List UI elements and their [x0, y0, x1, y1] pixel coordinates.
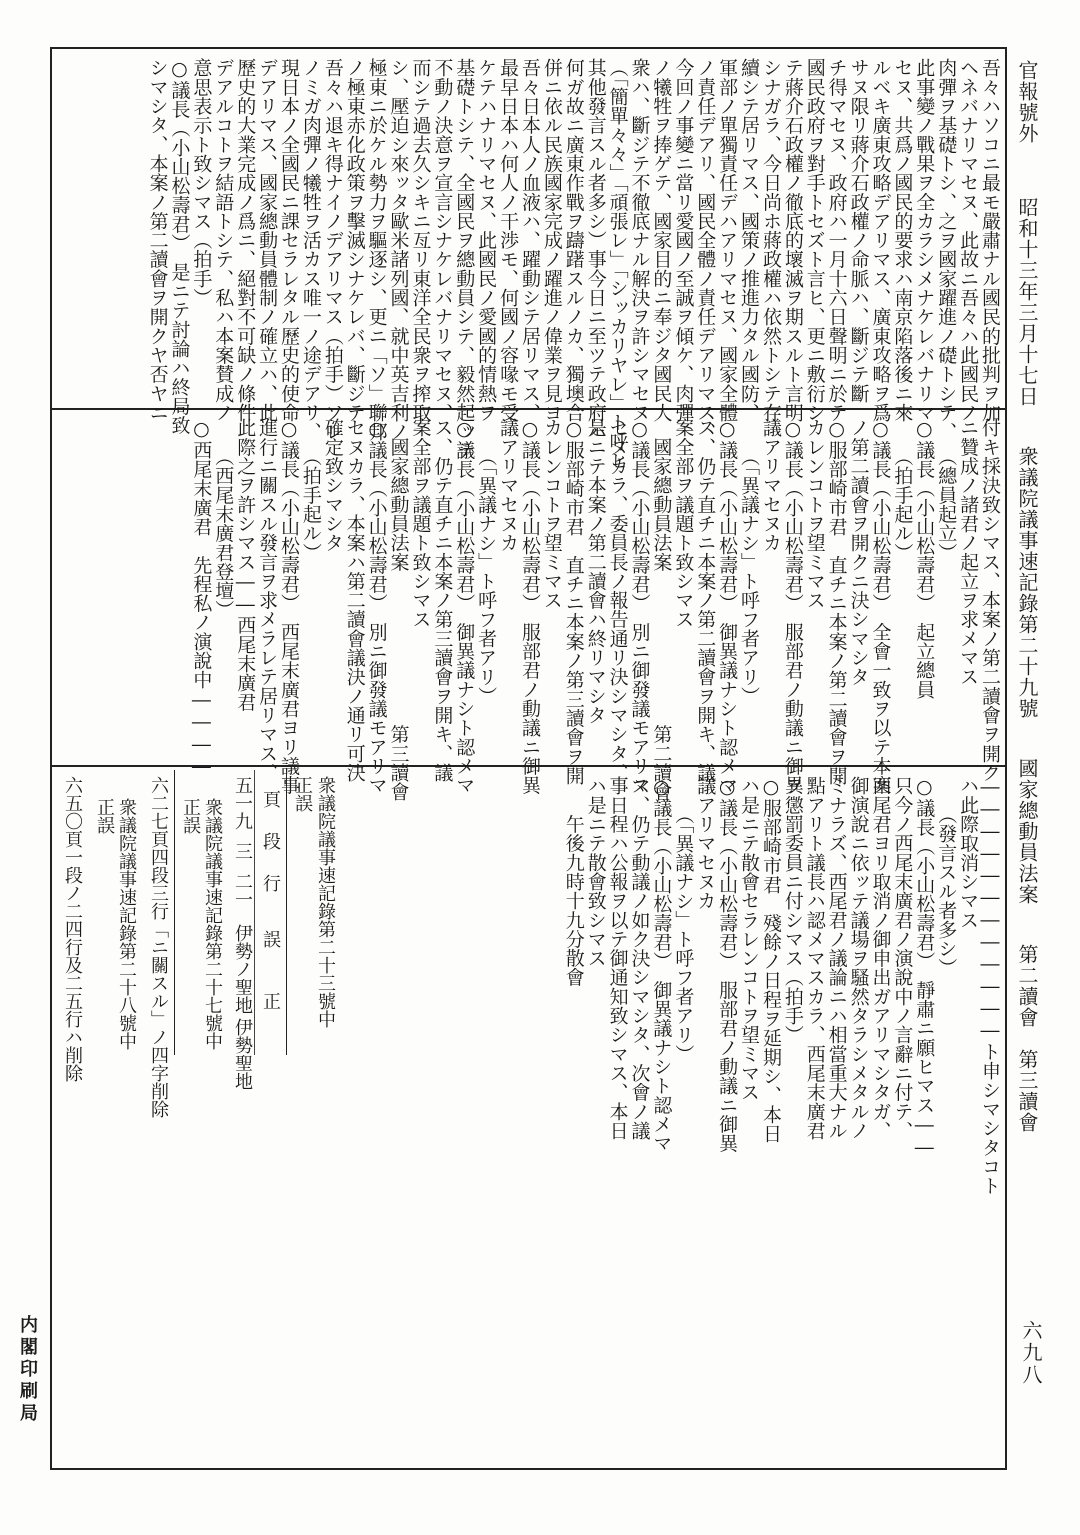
text-line: ハ是ニテ散會セラレンコトヲ望ミマス: [738, 776, 761, 1102]
errata-title-2: 衆議院議事速記錄第二十七號中: [202, 798, 223, 1050]
text-line: 基礎トシテ、全國民ヲ總動員シテ、毅然起ッテ: [453, 58, 476, 461]
text-line: ノ責任デアリ、國民全體ノ責任デアリマス、: [694, 58, 717, 441]
text-line: ○議長（小山松壽君） 起立總員: [913, 418, 936, 699]
text-line: 議アリマセヌカ: [694, 776, 717, 911]
text-line: カレンコトヲ望ミマス: [803, 418, 826, 610]
lower-right-section-text: [540, 776, 1000, 1456]
text-line: 議アリマセヌカ: [497, 418, 520, 553]
page-number: 六九八: [1019, 1320, 1043, 1386]
text-line: 軍部ノ單獨責任デハアリマセヌ、國家全體: [716, 58, 739, 422]
text-line: （總員起立）: [935, 418, 958, 562]
text-line: 付キ採決致シマス、本案ノ第二讀會ヲ開ク: [979, 418, 1001, 782]
text-line: ――――――――――――ト申シマシタコト: [979, 776, 1001, 1195]
text-line: ○議長（小山松壽君） 御異議ナシト認メマ: [716, 418, 739, 795]
text-line: 續シテ居リマス、國策ノ推進力タル國防、: [738, 58, 761, 422]
errata-cell-column: 三: [232, 842, 253, 860]
text-line: 御演說ニ依ッテ議場ヲ騷然タラシメタルノ: [847, 776, 870, 1140]
text-line: サヌ限リ蔣介石政權ノ命脈ハ、斷ジテ斷: [847, 58, 870, 403]
text-line: ニ贊成ノ諸君ノ起立ヲ求メマス: [957, 418, 980, 687]
text-line: 案全部ヲ議題ト致シマス: [672, 418, 695, 629]
text-line: チ得マセヌ、政府ハ一月十六日聲明ニ於テ: [825, 58, 848, 422]
text-line: ミナラズ、西尾君ノ議論ニハ相當重大ナル: [825, 776, 848, 1140]
bill-title: 國家總動員法案: [1015, 758, 1039, 905]
text-line: 最早日本ハ何人ノ干渉モ、何國ノ容喙モ受: [497, 58, 520, 422]
text-line: ○議長（小山松壽君） 全會一致ヲ以テ本案: [869, 418, 892, 795]
text-line: 吾々ハ退キ得ナイノデアリマス（拍手）ソレ: [321, 58, 344, 441]
text-line: 而シテ過去久シキニ亙リ東洋全民衆ヲ搾取: [409, 58, 432, 422]
text-line: 歷史的大業完成ノ爲ニ、絕對不可缺ノ條件: [234, 58, 257, 422]
errata-label-2: 正誤: [180, 798, 201, 834]
text-line: 極東ニ於ケル勢力ヲ驅逐シ、更ニ「ソ」聯邦: [365, 58, 388, 441]
text-line: セヌカラ、本案ハ第二讀會議決ノ通リ可決: [343, 418, 366, 782]
text-line: ○議長（小山松壽君） 服部君ノ動議ニ御異: [716, 776, 739, 1153]
record-title: 衆議院議事速記錄第二十九號: [1015, 446, 1039, 719]
text-line: ○服部崎市君 直チニ本案ノ第三讀會ヲ開: [562, 418, 585, 785]
text-line: ○議長（小山松壽君） 靜肅ニ願ヒマス――: [913, 776, 936, 1159]
errata-cell-page: 五一九: [232, 776, 253, 830]
errata-header-line: 行: [260, 874, 281, 892]
errata-table-line: [254, 770, 255, 1055]
text-line: （「異議ナシ」ト呼フ者アリ）: [672, 776, 695, 1064]
text-line: デアルコトヲ結語トシテ、私ハ本案賛成ノ: [212, 58, 235, 422]
errata-label-1: 正誤: [292, 776, 313, 812]
text-line: （發言スル者多シ）: [935, 776, 958, 978]
text-line: ルベキ廣東攻略デアリマス、廣東攻略ヲ爲: [869, 58, 892, 422]
errata-title-3: 衆議院議事速記錄第二十八號中: [116, 798, 137, 1050]
text-line: ○服部崎市君 直チニ本案ノ第二讀會ヲ開: [825, 418, 848, 785]
errata-table-line: [286, 770, 287, 1055]
text-line: 何ガ故ニ廣東作戰ヲ躊躇スルノカ、獨墺合: [562, 58, 585, 422]
text-line: ハ是ニテ散會致シマス: [584, 776, 607, 968]
text-line: ス、仍テ直チニ本案ノ第三讀會ヲ開キ、議: [431, 418, 454, 782]
text-line: 此際之ヲ許シマス――西尾末廣君: [234, 418, 257, 712]
text-line: （「簡單々々」「頑張レ」「シッカリヤレ」ト呼ヒ: [606, 58, 629, 470]
gazette-name: 官報號外: [1015, 60, 1039, 144]
text-line: ○議長（小山松壽君） 御異議ナシト認メマ: [453, 418, 476, 795]
text-line: ○議長（小山松壽君） 別ニ御發議モアリマ: [365, 418, 388, 795]
text-line: ノ犧牲ヲ捧ゲテ、國家目的ニ奉ジタ國民大: [650, 58, 673, 422]
text-line: ヘネバナリマセヌ、此故ニ吾々ハ此國民ノ: [957, 58, 980, 422]
text-line: ス、仍テ動議ノ如ク決シマシタ、次會ノ議: [628, 776, 651, 1140]
errata-note-3: 六五〇頁一段ノ二四行及二五行ハ削除: [62, 776, 83, 1082]
errata-note-2: 六二七頁四段三行「ニ關スル」ノ四字削除: [148, 776, 169, 1118]
text-line: ○議長（小山松壽君） 服部君ノ動議ニ御異: [518, 418, 541, 795]
errata-header-column: 段: [260, 832, 281, 850]
text-line: テ蔣介石政權ノ徹底的壞滅ヲ期スルト言明: [781, 58, 804, 422]
errata-header-wrong: 誤: [260, 930, 281, 948]
text-line: ケテハナリマセヌ、此國民ノ愛國的情熱ヲ: [475, 58, 498, 422]
text-line: 不動ノ決意ヲ宣言シナケレバナリマセヌ、: [431, 58, 454, 422]
text-line: 案全部ヲ議題ト致シマス: [409, 418, 432, 629]
text-line: デアリマス、國家總動員體制ノ確立ハ、此: [256, 58, 279, 422]
text-line: （西尾末廣君登壇）: [212, 418, 235, 620]
text-line: 是ニテ本案ノ第二讀會ハ終リマシタ: [584, 418, 607, 725]
text-line: 此事變ノ戰果ヲ全カラシメナケレバナリマ: [913, 58, 936, 422]
printer-name: 内閣印刷局: [17, 1315, 38, 1425]
text-line: 國民政府ヲ對手トセズト言ヒ、更ニ敷衍シ: [803, 58, 826, 422]
text-line: ノ極東赤化政策ヲ擊滅シナケレバ、斷ジテ: [343, 58, 366, 422]
text-line: 午後九時十九分散會: [562, 776, 585, 987]
text-line: 事日程ハ公報ヲ以テ御通知致シマス、本日: [606, 776, 629, 1140]
text-line: シナガラ、今日尚ホ蔣政權ハ依然トシテ存: [759, 58, 782, 422]
text-line: ハ此際取消シマス: [957, 776, 980, 930]
text-line: ○議長（小山松壽君） 別ニ御發議モアリマ: [628, 418, 651, 795]
text-line: （拍手起ル）: [299, 418, 322, 562]
text-line: 現日本ノ全國民ニ課セラレタル歷史的使命: [278, 58, 300, 422]
errata-header-correct: 正: [260, 992, 281, 1010]
text-line: 進行ニ關スル發言ヲ求メラレテ居リマス、: [256, 418, 279, 782]
text-line: 國家總動員法案 第二讀會: [650, 418, 673, 801]
text-line: 確定致シマシタ: [321, 418, 344, 553]
errata-title-1: 衆議院議事速記錄第二十三號中: [315, 776, 336, 1028]
text-line: 吾々日本人ノ血液ハ、躍動シテ居リマス、: [518, 58, 541, 422]
gazette-date: 昭和十三年三月十七日: [1015, 197, 1039, 407]
text-line: （「異議ナシ」ト呼フ者アリ）: [475, 418, 498, 706]
text-line: 意思表示ト致シマス（拍手）: [190, 58, 213, 307]
text-line: 併ニ依ル民族國家完成ノ躍進ノ偉業ヲ見ヨ: [540, 58, 563, 422]
errata-table-line: [174, 770, 175, 1055]
text-line: カレンコトヲ望ミマス: [540, 418, 563, 610]
text-line: 國家總動員法案 第三讀會: [387, 418, 410, 801]
text-line: ○議長（小山松壽君） 御異議ナシト認メマ: [650, 776, 673, 1153]
errata-header-page: 頁: [260, 790, 281, 808]
text-line: シマシタ、本案ノ第二讀會ヲ開クヤ否ヤニ: [146, 58, 169, 422]
text-line: （拍手起ル）: [891, 418, 914, 562]
text-line: 西尾君ヨリ取消ノ御申出ガアリマシタガ、: [869, 776, 892, 1140]
text-line: 點アリト議長ハ認メマスカラ、西尾末廣君: [803, 776, 826, 1140]
text-line: ス、仍テ直チニ本案ノ第二讀會ヲ開キ、議: [694, 418, 717, 782]
text-line: 肉彈ヲ基礎トシ、之ヲ國家躍進ノ礎トシテ、: [935, 58, 958, 441]
text-line: ヲ懲罰委員ニ付シマス（拍手）: [781, 776, 804, 1045]
errata-cell-line: 二一: [232, 872, 253, 908]
errata-cell-correct: 伊勢聖地: [232, 1018, 253, 1090]
text-line: 其他發言スル者多シ）事今日ニ至ツテ政府ハ: [584, 58, 607, 441]
text-line: ○議長（小山松壽君） 西尾末廣君ヨリ議事: [278, 418, 300, 795]
gazette-header: [1015, 60, 1039, 1133]
text-line: 只今ノ西尾末廣君ノ演說中ノ言辭ニ付テ、: [891, 776, 914, 1140]
reading-label: 第二讀會 第三讀會: [1015, 944, 1039, 1133]
text-line: 吾々ハソコニ最モ嚴肅ナル國民的批判ヲ加: [979, 58, 1001, 422]
errata-label-3: 正誤: [94, 798, 115, 834]
text-line: セヌ、共爲ノ國民的要求ハ南京陷落後ニ來: [891, 58, 914, 422]
text-line: ノ第二讀會ヲ開クニ決シマシタ: [847, 418, 870, 687]
text-line: ○西尾末廣君 先程私ノ演說中――――: [190, 418, 213, 778]
text-line: ○服部崎市君 殘餘ノ日程ヲ延期シ、本日: [759, 776, 782, 1143]
upper-section-text: [60, 58, 1001, 470]
errata-cell-wrong: 伊勢ノ聖地: [232, 924, 253, 1014]
text-line: 議アリマセヌカ: [759, 418, 782, 553]
text-line: 今回ノ事變ニ當リ愛國ノ至誠ヲ傾ケ、肉彈: [672, 58, 695, 422]
text-line: セヌカラ、委員長ノ報告通リ決シマシタ、: [606, 418, 629, 782]
text-line: ○議長（小山松壽君） 是ニテ討論ハ終局致: [168, 58, 191, 435]
text-line: ノミガ肉彈ノ犧牲ヲ活カス唯一ノ途デアリ、: [299, 58, 322, 441]
text-line: ○議長（小山松壽君） 服部君ノ動議ニ御異: [781, 418, 804, 795]
text-line: シ、壓迫シ來ッタ歐米諸列國、就中英吉利ノ: [387, 58, 410, 441]
text-line: 衆ハ、斷ジテ不徹底ナル解決ヲ許シマセヌ: [628, 58, 651, 422]
text-line: （「異議ナシ」ト呼フ者アリ）: [738, 418, 761, 706]
